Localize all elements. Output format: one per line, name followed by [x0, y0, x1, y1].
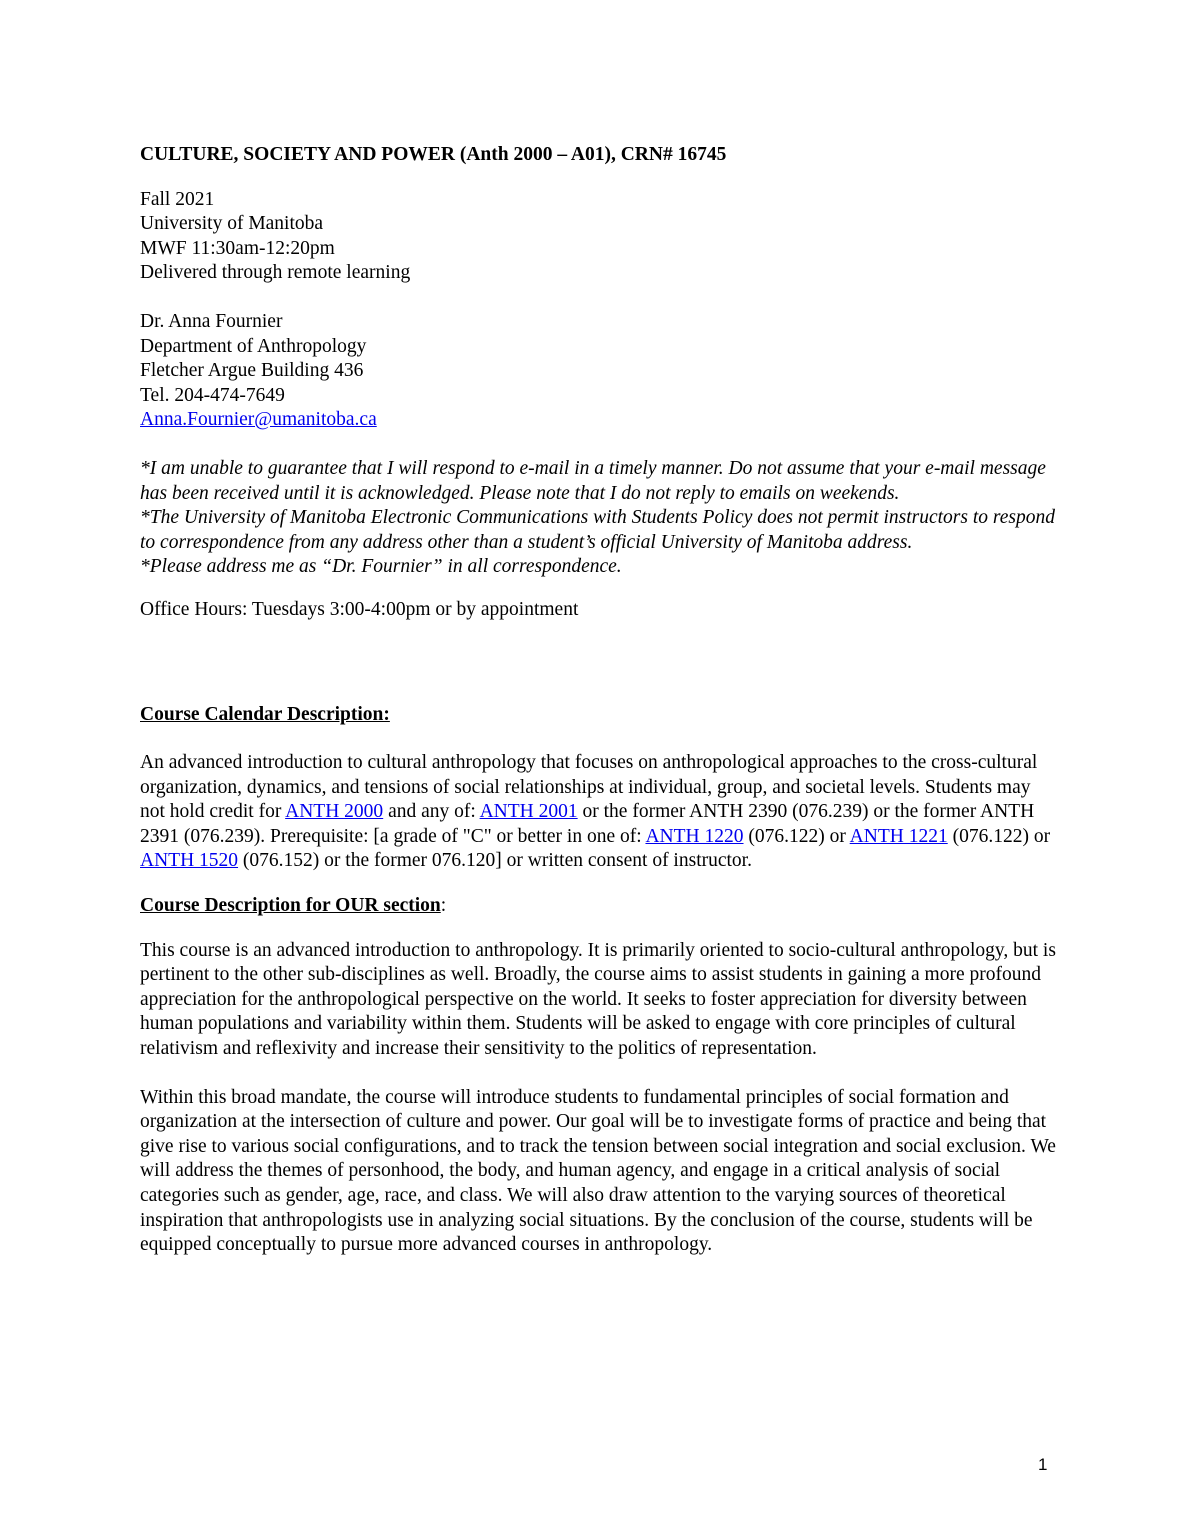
course-title: CULTURE, SOCIETY AND POWER (Anth 2000 – A01), CRN# 16745 — [140, 144, 727, 165]
office-hours: Office Hours: Tuesdays 3:00-4:00pm or by appointment — [140, 598, 579, 620]
calendar-description-heading: Course Calendar Description: — [140, 703, 390, 725]
anth-1520-link[interactable]: ANTH 1520 — [140, 850, 239, 872]
course-term: Fall 2021 — [140, 188, 215, 210]
anth-1221-link[interactable]: ANTH 1221 — [849, 825, 948, 847]
email-notes — [140, 457, 1060, 580]
anth-1220-link[interactable]: ANTH 1220 — [645, 825, 744, 847]
email-note: *Please address me as “Dr. Fournier” in all correspondence. — [140, 556, 622, 578]
section-description-heading: Course Description for OUR section: — [140, 895, 447, 917]
course-schedule: MWF 11:30am-12:20pm — [140, 237, 335, 259]
email-note: *The University of Manitoba Electronic Communications with Students Policy does not permit instructors to respond to correspondence from any address other than a student’s official University of Manitoba address. — [140, 507, 1055, 553]
calendar-description-text: An advanced introduction to cultural anthropology that focuses on anthropological approaches to the cross-cultural organization, dynamics, and tensions of social relationships at individual, group, and societal levels. Students may not hold credit for ANTH 2000 and any of: ANTH 2001 or the former ANTH 2390 (076.239) or the former ANTH 2391 (076.239). Prerequisite: [a grade of "C" or better in one of: ANTH 1220 (076.122) or ANTH 1221 (076.122) or ANTH 1520 (076.152) or the former 076.120] or written consent of instructor. — [140, 752, 1051, 872]
anth-2001-link[interactable]: ANTH 2001 — [479, 801, 578, 823]
instructor-info — [140, 310, 1060, 433]
instructor-department: Department of Anthropology — [140, 335, 367, 357]
instructor-phone: Tel. 204-474-7649 — [140, 384, 285, 406]
anth-2000-link[interactable]: ANTH 2000 — [285, 801, 384, 823]
section-description-paragraph-1: This course is an advanced introduction to anthropology. It is primarily oriented to socio-cultural anthropology, but is pertinent to the other sub-disciplines as well. Broadly, the course aims to assist students in gaining a more profound appreciation for the anthropological perspective on the world. It seeks to foster appreciation for diversity between human populations and variability within them. Students will be asked to engage with core principles of cultural relativism and reflexivity and increase their sensitivity to the politics of representation. — [140, 939, 1056, 1060]
instructor-name: Dr. Anna Fournier — [140, 310, 283, 332]
document-page — [140, 143, 1060, 1282]
instructor-email-link[interactable]: Anna.Fournier@umanitoba.ca — [140, 409, 377, 431]
course-university: University of Manitoba — [140, 213, 324, 235]
section-description-paragraph-2: Within this broad mandate, the course will introduce students to fundamental principles of social formation and organization at the intersection of culture and power. Our goal will be to investigate forms of practice and being that give rise to various social configurations, and to track the tension between social integration and social exclusion. We will address the themes of personhood, the body, and human agency, and engage in a critical analysis of social categories such as gender, age, race, and class. We will also draw attention to the varying sources of theoretical inspiration that anthropologists use in analyzing social situations. By the conclusion of the course, students will be equipped conceptually to pursue more advanced courses in anthropology. — [140, 1086, 1056, 1256]
email-note: *I am unable to guarantee that I will respond to e-mail in a timely manner. Do not assume that your e-mail message has been received until it is acknowledged. Please note that I do not reply to emails on weekends. — [140, 457, 1046, 504]
course-info — [140, 188, 1060, 286]
instructor-office: Fletcher Argue Building 436 — [140, 360, 364, 382]
page-number: 1 — [1038, 1455, 1048, 1474]
course-delivery: Delivered through remote learning — [140, 262, 411, 284]
